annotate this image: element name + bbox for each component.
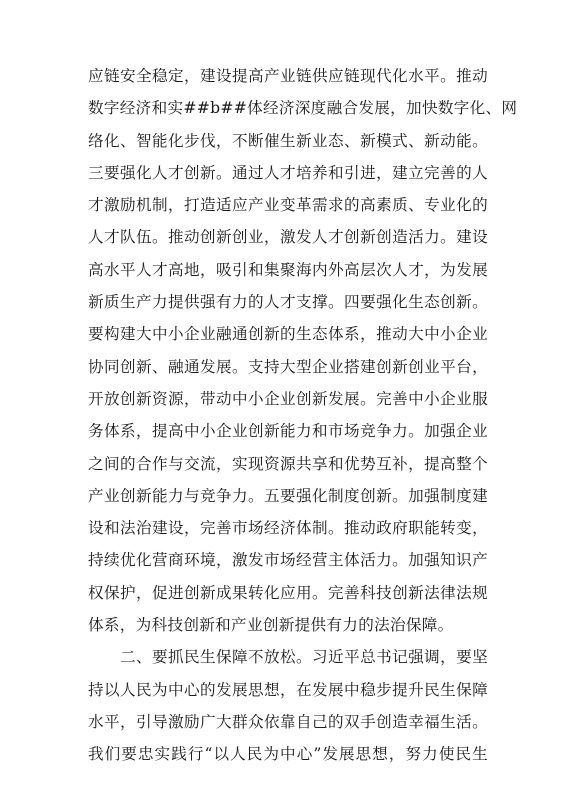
text-line-17: 权保护，促进创新成果转化应用。完善科技创新法律法规 [88, 583, 488, 602]
body-text [88, 60, 518, 771]
text-line-9: 要构建大中小企业融通创新的生态体系，推动大中小企业 [88, 325, 488, 344]
text-line-20: 持以人民为中心的发展思想，在发展中稳步提升民生保障 [88, 680, 488, 699]
text-line-12: 务体系，提高中小企业创新能力和市场竞争力。加强企业 [88, 422, 488, 441]
text-line-4: 三要强化人才创新。通过人才培养和引进，建立完善的人 [88, 163, 488, 182]
text-line-16: 持续优化营商环境，激发市场经营主体活力。加强知识产 [88, 551, 488, 570]
text-line-1: 应链安全稳定，建设提高产业链供应链现代化水平。推动 [88, 67, 488, 85]
text-line-14: 产业创新能力与竞争力。五要强化制度创新。加强制度建 [88, 486, 488, 505]
text-line-15: 设和法治建设，完善市场经济体制。推动政府职能转变， [88, 519, 488, 538]
text-line-10: 协同创新、融通发展。支持大型企业搭建创新创业平台， [88, 357, 488, 376]
text-line-11: 开放创新资源，带动中小企业创新发展。完善中小企业服 [88, 389, 488, 408]
text-line-8: 新质生产力提供强有力的人才支撑。四要强化生态创新。 [88, 293, 488, 312]
text-line-18: 体系，为科技创新和产业创新提供有力的法治保障。 [88, 616, 454, 635]
text-line-6: 人才队伍。推动创新创业，激发人才创新创造活力。建设 [88, 228, 488, 247]
text-line-22: 我们要忠实践行“以人民为中心”发展思想，努力使民生 [88, 745, 488, 764]
text-line-3: 络化、智能化步伐，不断催生新业态、新模式、新动能。 [88, 131, 488, 150]
text-line-2: 数字经济和实##b##体经济深度融合发展，加快数字化、网 [88, 99, 518, 118]
text-line-5: 才激励机制，打造适应产业变革需求的高素质、专业化的 [88, 196, 488, 215]
text-line-13: 之间的合作与交流，实现资源共享和优势互补，提高整个 [88, 454, 488, 473]
text-line-19: 二、要抓民生保障不放松。习近平总书记强调，要坚 [120, 648, 488, 667]
text-line-7: 高水平人才高地，吸引和集聚海内外高层次人才，为发展 [88, 260, 488, 279]
text-line-21: 水平，引导激励广大群众依靠自己的双手创造幸福生活。 [88, 712, 488, 731]
